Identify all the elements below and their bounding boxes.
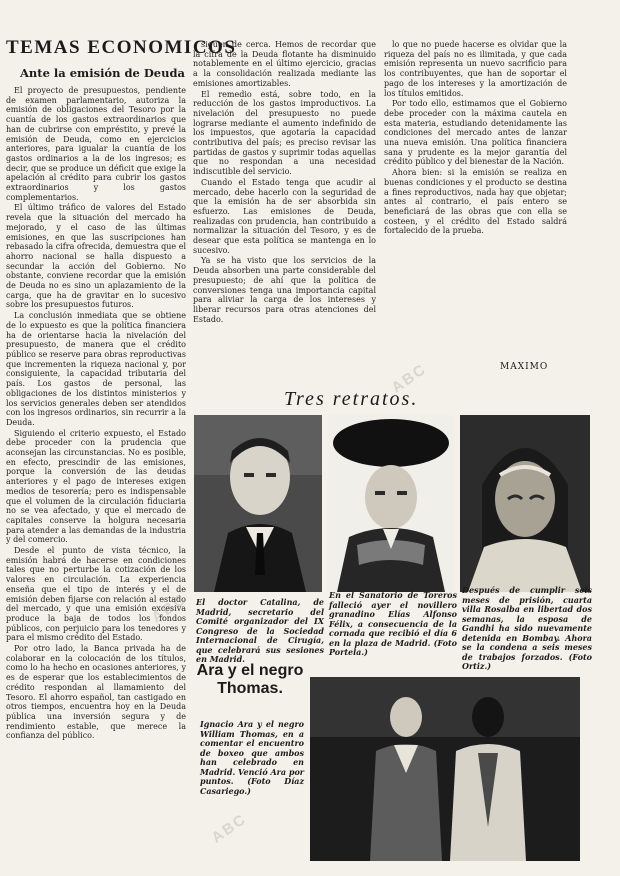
article-paragraph: Ahora bien: si la emisión se realiza en buenas condiciones y el producto se destina a fines reproductivos, nada hay que objetar; antes al contrario, el país entero se beneficiará de las obras que con ella se costeen, y el crédito del Estado saldrá fortalecido de la prueba. xyxy=(384,168,567,236)
portrait-photo-woman xyxy=(460,415,590,592)
boxing-caption: Ignacio Ara y el negro William Thomas, en a comentar el encuentro de boxeo que ambos han celebrado en Madrid. Venció Ara por puntos. (Foto Díaz Casariego.) xyxy=(200,719,304,796)
article-paragraph: La conclusión inmediata que se obtiene de lo expuesto es que la política financiera ha de orientarse hacia la nivelación del presupuesto, de manera que el crédito público se reserve para obras reproductivas que incrementen la riqueza nacional y, por consiguiente, la capacidad tributaria del país. Los gastos de personal, las obligaciones de los distintos ministerios y los servicios generales deben ser atendidos con los ingresos ordinarios, sin recurrir a la Deuda. xyxy=(6,311,186,427)
article-paragraph: El último tráfico de valores del Estado revela que la situación del mercado ha mejorado, y el caso de las últimas emisiones, en que las suscripciones han rebasado la cifra ofrecida, demuestra que el ahorro nacional se halla dispuesto a secundar la acción del Gobierno. No obstante, conviene recordar que la emisión de Deuda no es sino un aplazamiento de la carga, que ha de gravitar en lo sucesivo sobre los presupuestos futuros. xyxy=(6,203,186,310)
boxers-photo xyxy=(310,677,580,861)
article-column-right xyxy=(384,40,567,362)
article-column-left xyxy=(6,86,186,864)
article-paragraph: Por otro lado, la Banca privada ha de colaborar en la colocación de los títulos, como lo ha hecho en ocasiones anteriores, y es de esperar que los establecimientos de crédito respondan al llamamiento del Tesoro. El ahorro español, tan castigado en otros tiempos, encuentra hoy en la Deuda pública una inversión segura y de rendimiento estable, que merece la confianza del público. xyxy=(6,644,186,741)
article-paragraph: Siguiendo el criterio expuesto, el Estado debe proceder con la prudencia que aconsejan las circunstancias. No es posible, en efecto, prescindir de las emisiones, porque la conversión de las deudas anteriores y el pago de intereses exigen medios de tesorería; pero es indispensable que el volumen de la circulación fiduciaria no se vea afectado, y que el mercado de capitales conserve la holgura necesaria para atender a las demandas de la industria y del comercio. xyxy=(6,428,186,545)
article-column-middle xyxy=(193,40,376,376)
author-signature: MAXIMO xyxy=(500,362,549,372)
section-title: TEMAS ECONOMICOS xyxy=(6,37,237,58)
portrait-photo-bullfighter xyxy=(327,415,455,592)
article-paragraph: Desde el punto de vista técnico, la emisión habrá de hacerse en condiciones tales que no perturbe la cotización de los valores en circulación. La experiencia enseña que el tipo de interés y el de emisión deben fijarse con relación al estado del mercado, y que una emisión excesiva produce la baja de todos los fondos públicos, con perjuicio para los tenedores y para el mismo crédito del Estado. xyxy=(6,546,186,643)
article-paragraph: El proyecto de presupuestos, pendiente de examen parlamentario, autoriza la emisión de obligaciones del Tesoro por la cuantía de los gastos extraordinarios que han de cubrirse con empréstito, y prevé la emisión de Deuda, como en ejercicios anteriores, para igualar la cuantía de los gastos ordinarios a la de los ingresos; es decir, que se produce un déficit que exige la apelación al crédito para cubrir los gastos extraordinarios y los gastos complementarios. xyxy=(6,86,186,202)
portraits-title: Tres retratos. xyxy=(284,388,419,410)
article-paragraph: lo que no puede hacerse es olvidar que la riqueza del país no es ilimitada, y que cada emisión representa un nuevo sacrificio para los contribuyentes, que han de soportar el pago de los intereses y la amortización de los títulos emitidos. xyxy=(384,40,567,98)
watermark: ABC xyxy=(388,360,430,397)
article-paragraph: Cuando el Estado tenga que acudir al mercado, debe hacerlo con la seguridad de que la emisión ha de ser absorbida sin esfuerzo. Las emisiones de Deuda, realizadas con prudencia, han contribuido a normalizar la situación del Tesoro, y es de desear que esta política se mantenga en lo sucesivo. xyxy=(193,177,376,255)
boxing-title: Ara y el negro Thomas. xyxy=(196,662,304,697)
article-paragraph: Por todo ello, estimamos que el Gobierno debe proceder con la máxima cautela en esta materia, estudiando detenidamente las condiciones del mercado antes de lanzar una nueva emisión. Una política financiera sana y prudente es la mejor garantía del crédito público y del bienestar de la Nación. xyxy=(384,99,567,167)
portrait-caption-doctor: El doctor Catalina, de Madrid, secretario del Comité organizador del IX Congreso de la Sociedad Internacional de Cirugía, que celebrará sus sesiones en Madrid. xyxy=(196,597,324,664)
article-paragraph: siguen de cerca. Hemos de recordar que la cifra de la Deuda flotante ha disminuido notablemente en el último ejercicio, gracias a la consolidación realizada mediante las emisiones amortizables. xyxy=(193,40,376,88)
portrait-caption-bullfighter: En el Sanatorio de Toreros falleció ayer el novillero granadino Elías Alfonso Félix, a consecuencia de la cornada que recibió el día 6 en la plaza de Madrid. (Foto Portela.) xyxy=(329,590,457,657)
portrait-photo-doctor xyxy=(194,415,322,592)
article-paragraph: El remedio está, sobre todo, en la reducción de los gastos improductivos. La nivelación del presupuesto no puede lograrse mediante el aumento indefinido de los impuestos, que agotaría la capacidad contributiva del país; es preciso revisar las partidas de gastos y suprimir todas aquellas que no respondan a una necesidad indiscutible del servicio. xyxy=(193,89,376,177)
article-title: Ante la emisión de Deuda xyxy=(20,66,185,80)
article-paragraph: Ya se ha visto que los servicios de la Deuda absorben una parte considerable del presupuesto; de ahí que la política de conversiones tenga una importancia capital para aliviar la carga de los intereses y liberar recursos para otras atenciones del Estado. xyxy=(193,256,376,324)
watermark: ABC xyxy=(208,810,250,847)
portrait-caption-woman: Después de cumplir seis meses de prisión, cuarta villa Rosalba en libertad dos semanas, la esposa de Gandhi ha sido nuevamente detenida en Bombay. Ahora se la condena a seis meses de trabajos forzados. (Foto Ortiz.) xyxy=(462,585,592,671)
watermark: ABC xyxy=(148,590,190,627)
